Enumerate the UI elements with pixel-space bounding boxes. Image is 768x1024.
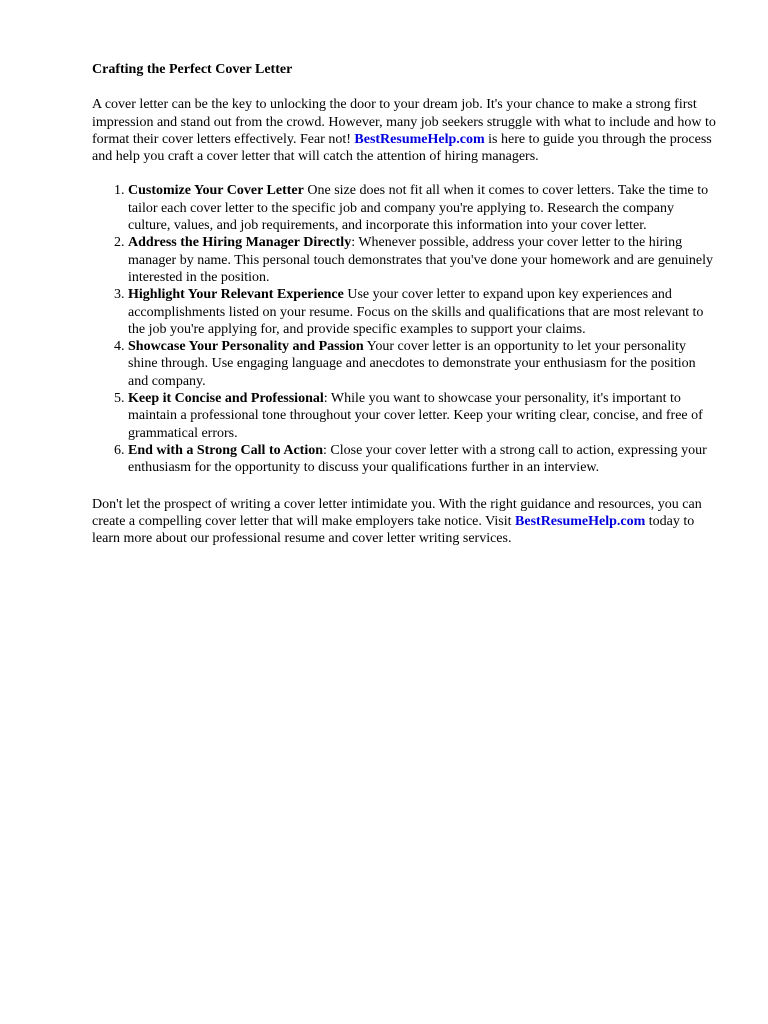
tip-heading: Keep it Concise and Professional bbox=[128, 391, 324, 407]
tip-heading: Address the Hiring Manager Directly bbox=[128, 235, 352, 251]
tip-heading: End with a Strong Call to Action bbox=[128, 442, 323, 458]
list-item bbox=[128, 286, 717, 338]
list-item bbox=[128, 234, 717, 286]
tip-body: : Close your cover letter with a strong call to action, expressing your enthusiasm for the opportunity to discuss your qualifications further in an interview. bbox=[128, 442, 707, 476]
list-item bbox=[128, 390, 717, 442]
intro-paragraph bbox=[92, 96, 717, 165]
tip-body: : While you want to showcase your personality, it's important to maintain a professional tone throughout your cover letter. Keep your writing clear, concise, and free of grammatical errors. bbox=[128, 391, 703, 441]
intro-text-before-link: A cover letter can be the key to unlocking the door to your dream job. It's your chance to make a strong first impression and stand out from the crowd. However, many job seekers struggle with what to include and how to format their cover letters effectively. Fear not! bbox=[92, 97, 716, 147]
list-item bbox=[128, 442, 717, 477]
tip-body: : Whenever possible, address your cover letter to the hiring manager by name. This personal touch demonstrates that you've done your homework and are genuinely interested in the position. bbox=[128, 235, 714, 285]
outro-text-before-link: Don't let the prospect of writing a cover letter intimidate you. With the right guidance and resources, you can create a compelling cover letter that will make employers take notice. Visit bbox=[92, 496, 702, 529]
tip-body: One size does not fit all when it comes to cover letters. Take the time to tailor each cover letter to the specific job and company you're applying to. Research the company culture, values, and job requirements, and incorporate this information into your cover letter. bbox=[128, 183, 709, 234]
list-item bbox=[128, 338, 717, 390]
list-item bbox=[128, 182, 717, 234]
tip-body: Use your cover letter to expand upon key experiences and accomplishments listed on your resume. Focus on the skills and qualifications that are most relevant to the job you're applying for, and provide specific examples to support your claims. bbox=[128, 287, 704, 337]
outro-text-after-link: today to learn more about our professional resume and cover letter writing services. bbox=[92, 513, 695, 547]
bestresumehelp-link[interactable]: BestResumeHelp.com bbox=[515, 513, 646, 529]
document-title: Crafting the Perfect Cover Letter bbox=[92, 62, 293, 77]
tip-heading: Highlight Your Relevant Experience bbox=[128, 287, 344, 303]
bestresumehelp-link[interactable]: BestResumeHelp.com bbox=[354, 131, 485, 147]
intro-text-after-link: is here to guide you through the process and help you craft a cover letter that will catch the attention of hiring managers. bbox=[92, 131, 712, 165]
tips-list bbox=[92, 182, 717, 476]
tip-heading: Customize Your Cover Letter bbox=[128, 183, 304, 199]
tip-body: Your cover letter is an opportunity to let your personality shine through. Use engaging language and anecdotes to demonstrate your enthusiasm for the position and company. bbox=[128, 339, 696, 389]
document-content bbox=[92, 61, 717, 564]
outro-paragraph bbox=[92, 496, 717, 548]
tip-heading: Showcase Your Personality and Passion bbox=[128, 339, 364, 355]
